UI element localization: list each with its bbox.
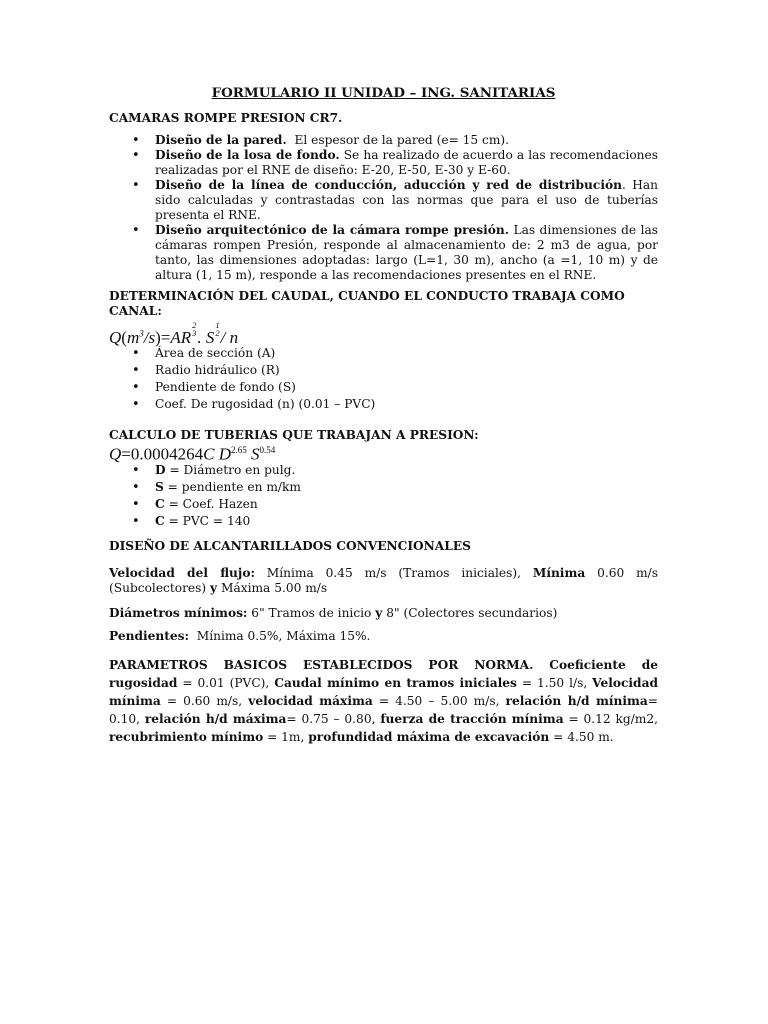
label-bold: y: [210, 581, 218, 595]
value-text: = 0.60 m/s,: [160, 694, 249, 708]
value-text: = 0.10,: [109, 694, 659, 726]
formula-exp: 2.65: [231, 445, 247, 455]
list-item: • Pendiente de fondo (S): [109, 380, 658, 395]
value-text: Mínima 0.45 m/s (Tramos iniciales),: [254, 566, 533, 580]
formula-d: D: [218, 444, 231, 464]
section-heading-alcantarillados: DISEÑO DE ALCANTARILLADOS CONVENCIONALES: [109, 539, 471, 553]
formula-eq: =: [160, 328, 171, 347]
list-item: [109, 178, 658, 223]
presion-list: [109, 463, 658, 529]
section-heading-caudal: DETERMINACIÓN DEL CAUDAL, CUANDO EL CONDUCTO TRABAJA COMO CANAL:: [109, 289, 625, 318]
list-item: • Radio hidráulico (R): [109, 363, 658, 378]
label-bold: Pendientes:: [109, 629, 189, 643]
item-bold: C: [155, 497, 165, 511]
label-bold: fuerza de tracción mínima: [380, 712, 564, 726]
value-text: 0.60 m/s (Subcolectores): [109, 566, 658, 595]
list-item: [109, 133, 658, 148]
list-item: [109, 514, 658, 529]
formula-eq: =: [121, 444, 131, 464]
label-bold: y: [375, 606, 383, 620]
value-text: Mínima 0.5%, Máxima 15%.: [188, 629, 371, 643]
list-item: [109, 497, 658, 512]
parametros-paragraph: [109, 656, 658, 746]
formula-c: C: [203, 444, 215, 464]
value-text: = 0.75 – 0.80,: [286, 712, 381, 726]
item-text: = PVC = 140: [164, 514, 251, 528]
formula-paren: (: [121, 328, 127, 347]
value-text: 6" Tramos de inicio: [247, 606, 376, 620]
section-heading-presion: CALCULO DE TUBERIAS QUE TRABAJAN A PRESION:: [109, 428, 479, 442]
value-text: 8" (Colectores secundarios): [382, 606, 558, 620]
list-item: [109, 463, 658, 478]
list-item: [109, 480, 658, 495]
formula-exp: 3: [139, 328, 144, 339]
label-bold: recubrimiento mínimo: [109, 730, 264, 744]
item-bold: S: [155, 480, 164, 494]
formula-dot-s: . S: [197, 328, 215, 347]
diametros-paragraph: [109, 606, 658, 621]
formula-s: S: [251, 444, 260, 464]
item-bold: Diseño de la línea de conducción, aducción y red de distribución: [155, 178, 622, 192]
list-item: [109, 223, 658, 283]
label-bold: velocidad máxima: [248, 694, 373, 708]
item-text: = Coef. Hazen: [164, 497, 258, 511]
formula-q: Q: [109, 328, 122, 347]
label-bold: relación h/d máxima: [144, 712, 287, 726]
item-text: Las dimensiones de las cámaras rompen Presión, responde al almacenamiento de: 2 m3 de agua, por tanto, las dimensiones adoptadas: largo (L=1, 30 m), ancho (a =1, 10 m) y de altura (1, 15 m), responde a las recomendaciones presentes en el RNE.: [155, 223, 658, 282]
label-bold: relación h/d mínima: [505, 694, 648, 708]
item-text: = pendiente en m/km: [163, 480, 301, 494]
item-bold: Diseño de la losa de fondo.: [155, 148, 340, 162]
fraction-den: 2: [215, 328, 220, 338]
value-text: = 4.50 – 5.00 m/s,: [372, 694, 506, 708]
item-bold: Diseño arquitectónico de la cámara rompe presión.: [155, 223, 510, 237]
fraction-den: 3: [192, 328, 197, 338]
value-text: Máxima 5.00 m/s: [217, 581, 328, 595]
label-bold: Mínima: [532, 566, 586, 580]
value-text: = 4.50 m.: [549, 730, 614, 744]
item-text: Se ha realizado de acuerdo a las recomendaciones realizadas por el RNE de diseño: E-20, E-50, E-30 y E-60.: [155, 148, 658, 177]
document-content: [109, 86, 658, 746]
formula-ar: AR: [170, 328, 192, 347]
formula-paren: ): [155, 328, 161, 347]
formula-q: Q: [109, 444, 122, 464]
item-text: . Han sido calculadas y contrastadas con las normas que para el uso de tuberías presenta el RNE.: [155, 178, 658, 222]
list-item: • Coef. De rugosidad (n) (0.01 – PVC): [109, 397, 658, 412]
velocidad-paragraph: [109, 566, 658, 596]
camaras-list: [109, 133, 658, 283]
pendientes-paragraph: [109, 629, 658, 644]
formula-coef: 0.0004264: [130, 444, 204, 464]
fraction-num: 2: [192, 320, 197, 330]
document-title: FORMULARIO II UNIDAD – ING. SANITARIAS: [211, 85, 556, 101]
value-text: = 0.01 (PVC),: [177, 676, 275, 690]
fraction-num: 1: [215, 320, 220, 330]
list-item: • Área de sección (A): [109, 346, 658, 361]
value-text: = 1m,: [263, 730, 309, 744]
label-bold: profundidad máxima de excavación: [308, 730, 550, 744]
caudal-list: [109, 346, 658, 412]
section-heading-camaras: CAMARAS ROMPE PRESION CR7.: [109, 111, 343, 125]
formula-m: m: [126, 328, 140, 347]
label-bold: Velocidad mínima: [109, 676, 658, 708]
value-text: = 0.12 kg/m2,: [563, 712, 659, 726]
hazen-formula: [109, 443, 658, 463]
formula-n: / n: [220, 328, 239, 347]
formula-s: /s: [143, 328, 156, 347]
label-bold: Velocidad del flujo:: [109, 566, 255, 580]
formula-fraction: [215, 321, 219, 337]
item-bold: C: [155, 514, 165, 528]
formula-exp: 0.54: [259, 445, 276, 455]
item-bold: D: [155, 463, 166, 477]
value-text: = 1.50 l/s,: [516, 676, 593, 690]
label-bold: Caudal mínimo en tramos iniciales: [274, 676, 517, 690]
list-item: [109, 148, 658, 178]
formula-fraction: [192, 321, 196, 337]
label-bold: Diámetros mínimos:: [109, 606, 248, 620]
label-bold: PARAMETROS BASICOS ESTABLECIDOS POR NORMA. Coeficiente de rugosidad: [109, 658, 658, 690]
item-text: = Diámetro en pulg.: [165, 463, 296, 477]
item-bold: Diseño de la pared.: [155, 133, 287, 147]
item-text: El espesor de la pared (e= 15 cm).: [286, 133, 510, 147]
manning-formula: [109, 321, 658, 345]
